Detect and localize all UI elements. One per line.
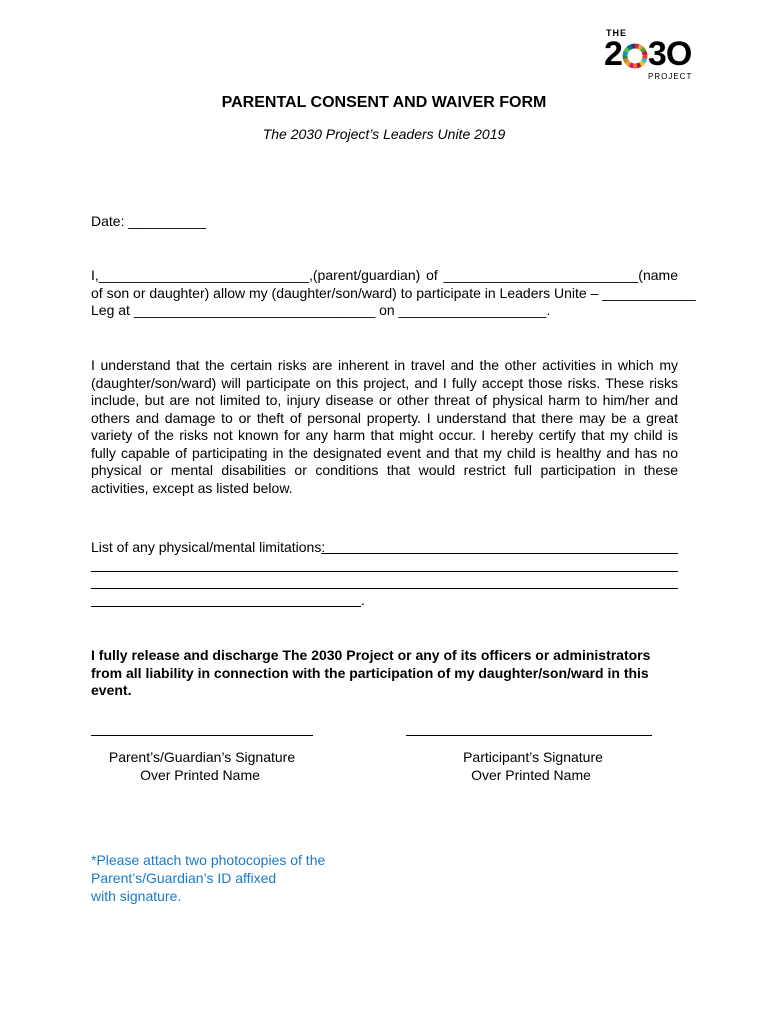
limitations-label: List of any physical/mental limitations:	[91, 539, 326, 555]
form-title: PARENTAL CONSENT AND WAIVER FORM	[221, 94, 547, 111]
parent-signature-label: Parent’s/Guardian’s Signature	[108, 749, 296, 765]
ring-segment	[643, 59, 645, 62]
intro-line-2[interactable]: of son or daughter) allow my (daughter/son/ward) to participate in Leaders Unite – ____________	[91, 285, 696, 301]
form-subtitle: The 2030 Project’s Leaders Unite 2019	[262, 126, 506, 142]
release-statement: I fully release and discharge The 2030 Project or any of its officers or administrators from all liability in connection with the participation of my daughter/son/ward in this event.	[91, 647, 651, 698]
risk-paragraph: I understand that the certain risks are inherent in travel and the other activities in which my (daughter/son/ward) will participate on this project, and I fully accept those risks. These risks include, but are not limited to, injury disease or other threat of physical harm to him/her and others and damage to or theft of personal property. I understand that there may be a great variety of the risks not known for any harm that might occur. I hereby certify that my child is fully capable of participating in the designated event and that my child is healthy and has no physical or mental disabilities or conditions that would restrict full participation in these activities, except as listed below.	[91, 357, 678, 496]
ring-segment	[644, 52, 645, 56]
logo-digit-2: 2	[604, 35, 622, 73]
ring-segment	[640, 62, 643, 64]
limitations-line-1[interactable]	[321, 553, 678, 554]
logo-bottom-text: PROJECT	[648, 72, 693, 81]
participant-printed-name-label: Over Printed Name	[471, 767, 591, 783]
the-2030-project-logo	[604, 28, 700, 80]
attachment-note-line-1: *Please attach two photocopies of the	[91, 852, 326, 868]
intro-line-3[interactable]: Leg at _______________________________ on ___________________.	[91, 302, 551, 318]
intro-line-1[interactable]: I,___________________________,(parent/guardian) of _________________________(name	[91, 267, 678, 283]
parent-signature-line[interactable]	[91, 735, 313, 736]
attachment-note-line-3: with signature.	[91, 888, 182, 904]
participant-signature-label: Participant’s Signature	[463, 749, 603, 765]
logo-number	[604, 34, 691, 74]
limitations-line-2[interactable]	[91, 571, 678, 572]
limitations-period: .	[361, 592, 365, 608]
attachment-note-line-2: Parent’s/Guardian’s ID affixed	[91, 870, 277, 886]
logo-sdg-ring-icon	[622, 38, 648, 64]
limitations-line-4[interactable]	[91, 606, 361, 607]
logo-top-text: THE	[606, 28, 627, 38]
logo-digits-30: 3O	[647, 35, 692, 73]
participant-signature-line[interactable]	[406, 735, 652, 736]
limitations-line-3[interactable]	[91, 588, 678, 589]
parent-printed-name-label: Over Printed Name	[140, 767, 260, 783]
date-field[interactable]: Date: __________	[91, 213, 207, 229]
ring-segment	[642, 49, 644, 52]
